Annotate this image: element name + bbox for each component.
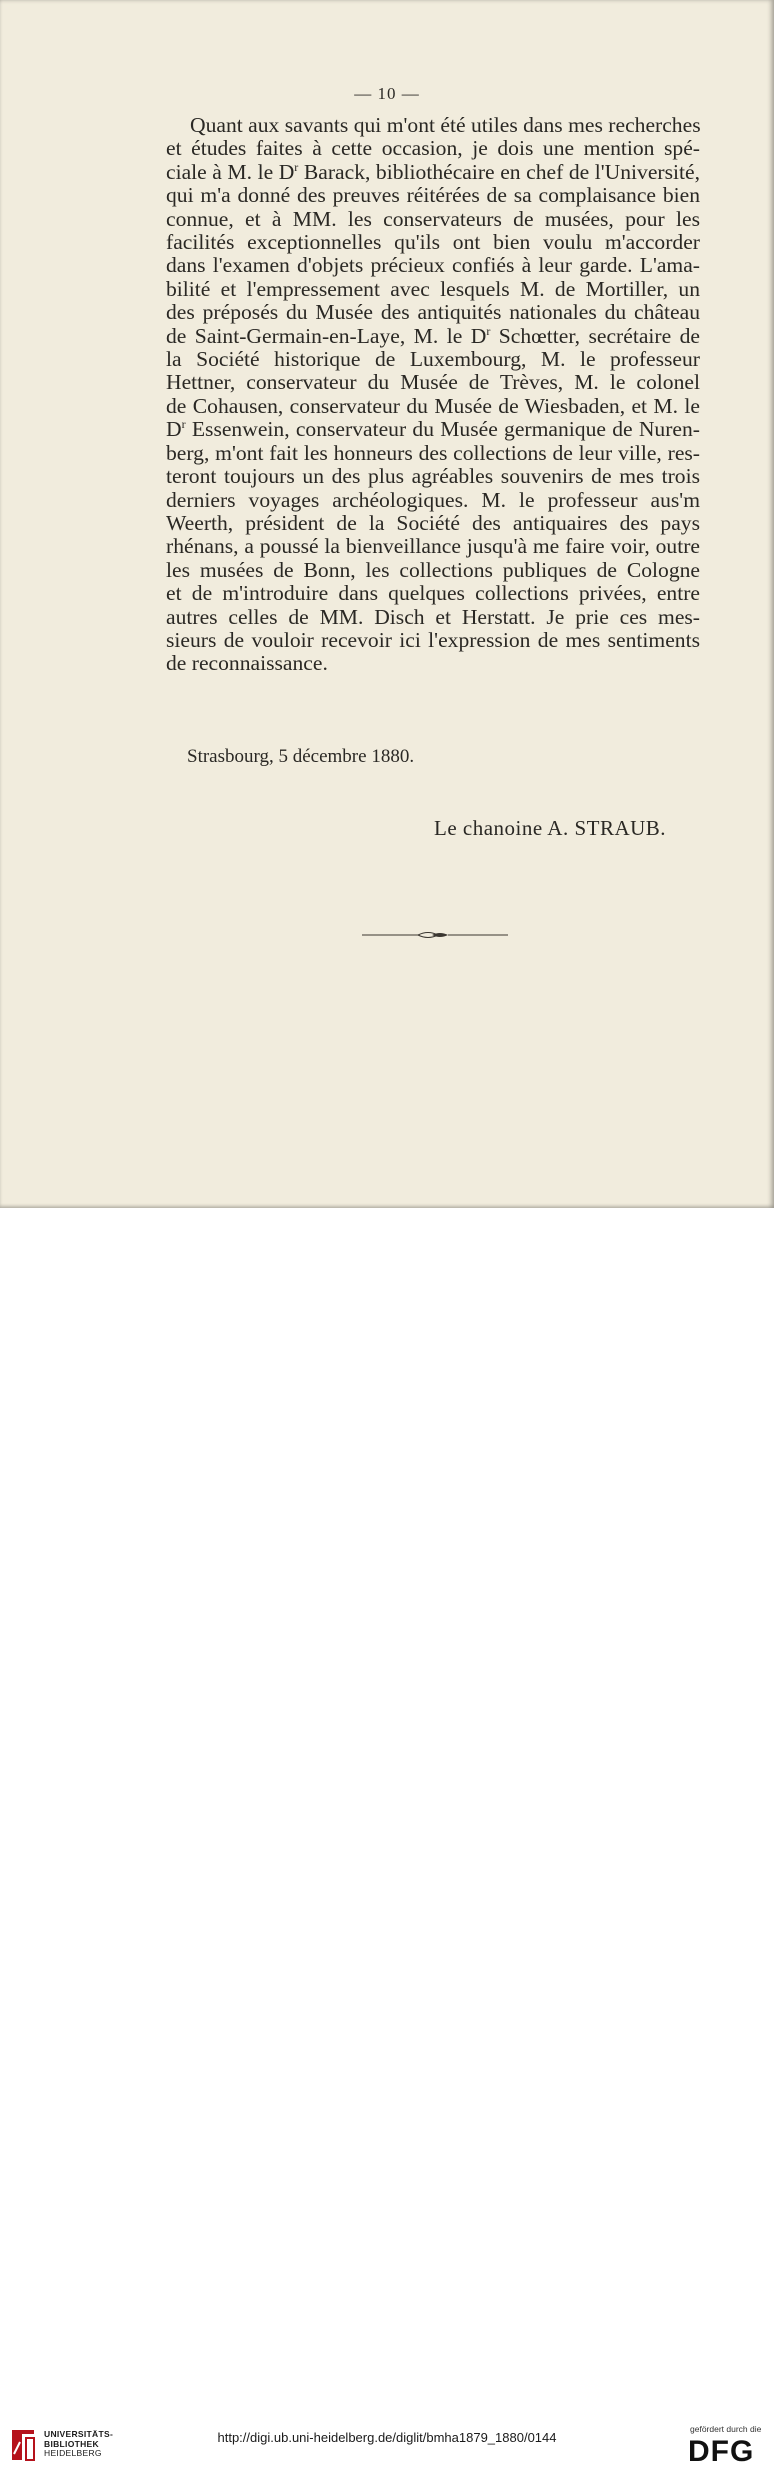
paragraph-line: facilités exceptionnelles qu'ils ont bien voulu m'accorder [166, 230, 700, 255]
paragraph-line: teront toujours un des plus agréables souvenirs de mes trois [166, 464, 700, 489]
paragraph-line: Quant aux savants qui m'ont été utiles dans mes recherches [190, 113, 701, 137]
paragraph-line: qui m'a donné des preuves réitérées de sa complaisance bien [166, 183, 700, 208]
paragraph-line: de Cohausen, conservateur du Musée de Wiesbaden, et M. le [166, 393, 700, 418]
permalink-url[interactable]: http://digi.ub.uni-heidelberg.de/diglit/bmha1879_1880/0144 [217, 2430, 557, 2445]
paragraph-line: connue, et à MM. les conservateurs de musées, pour les [166, 206, 700, 231]
paragraph-line: et études faites à cette occasion, je dois une mention spé- [166, 136, 700, 161]
paragraph-line: sieurs de vouloir recevoir ici l'expression de mes sentiments [166, 627, 700, 652]
paragraph-line: des préposés du Musée des antiquités nationales du château [166, 300, 700, 325]
dateline: Strasbourg, 5 décembre 1880. [187, 746, 415, 767]
paragraph-line: ciale à M. le $D^r$ Barack, bibliothécaire en chef de l'Université, [166, 159, 700, 184]
ornament-divider [362, 928, 508, 942]
library-line1: UNIVERSITÄTS- [44, 2429, 114, 2439]
paragraph-line: $D^r$ Essenwein, conservateur du Musée germanique de Nuren- [166, 417, 700, 442]
footer-bar [0, 1208, 774, 2468]
page-number: — 10 — [354, 84, 420, 103]
paragraph-line: derniers voyages archéologiques. M. le professeur aus'm [166, 487, 700, 512]
paragraph-line: Weerth, président de la Société des antiquaires des pays [166, 510, 700, 535]
paragraph-line: berg, m'ont fait les honneurs des collections de leur ville, res- [166, 440, 700, 465]
paragraph-line: dans l'examen d'objets précieux confiés à leur garde. L'ama- [166, 253, 700, 278]
paragraph-line: la Société historique de Luxembourg, M. le professeur [166, 347, 700, 372]
library-line2: BIBLIOTHEK [44, 2438, 99, 2449]
dfg-logo[interactable]: DFG [688, 2435, 755, 2468]
paragraph-line: bilité et l'empressement avec lesquels M. de Mortiller, un [166, 276, 700, 301]
paragraph-line: et de m'introduire dans quelques collections privées, entre [166, 581, 700, 606]
dfg-caption: gefördert durch die [690, 2424, 762, 2434]
paragraph-line: autres celles de MM. Disch et Herstatt. Je prie ces mes- [166, 604, 700, 629]
paragraph [166, 114, 700, 676]
signature: Le chanoine A. STRAUB. [434, 816, 667, 840]
paragraph-line: de Saint-Germain-en-Laye, M. le $D^r$ Schœtter, secrétaire de [166, 323, 700, 348]
paragraph-line: de reconnaissance. [166, 651, 328, 676]
library-line3: HEIDELBERG [44, 2448, 102, 2458]
paragraph-line: rhénans, a poussé la bienveillance jusqu'à me faire voir, outre [166, 534, 700, 559]
scanned-page [0, 0, 774, 1208]
paragraph-line: Hettner, conservateur du Musée de Trèves, M. le colonel [166, 370, 700, 395]
paragraph-line: les musées de Bonn, les collections publiques de Cologne [166, 557, 700, 582]
